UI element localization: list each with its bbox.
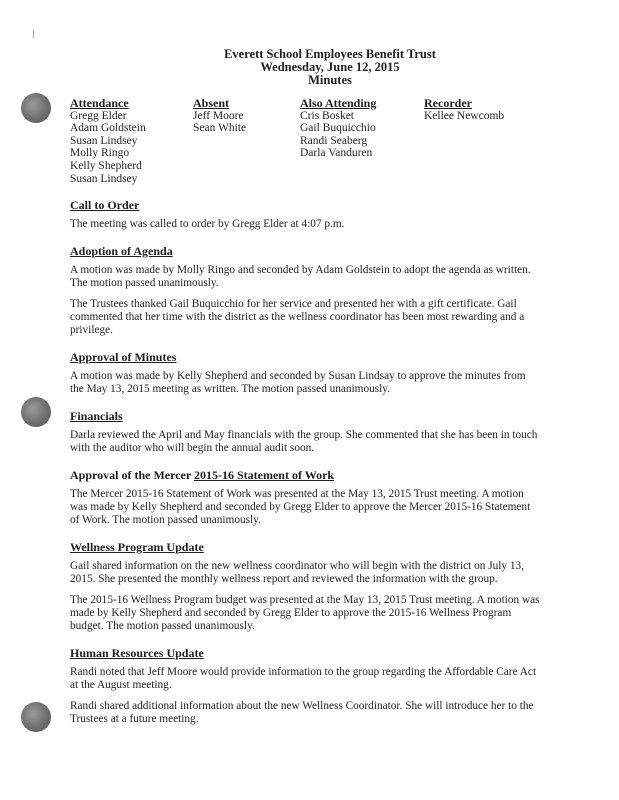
section-paragraph: Randi noted that Jeff Moore would provide information to the group regarding the Affordable Care Act at the August meeting. [70,666,537,691]
section-paragraph: The meeting was called to order by Gregg Elder at 4:07 p.m. [70,218,345,230]
absent-column [193,97,246,135]
section-paragraph: Randi shared additional information about the new Wellness Coordinator. She will introduce her to the Trustees at a future meeting. [70,700,534,725]
column-heading: Also Attending [300,96,377,110]
absent-name: Sean White [193,122,247,135]
hole-punch-3 [21,702,51,732]
org-title: Everett School Employees Benefit Trust [224,47,436,61]
guest-name: Cris Bosket [300,109,354,122]
section-heading-adoption-of-agenda: Adoption of Agenda [70,244,173,258]
minutes-body [70,198,540,734]
guest-name: Darla Vanduren [300,147,373,160]
section-heading-wellness-program: Wellness Program Update [70,540,204,554]
section-paragraph: The 2015-16 Wellness Program budget was presented at the May 13, 2015 Trust meeting. A motion was made by Kelly Shepherd and seconded by Gregg Elder to approve the 2015-16 Wellness Program budget. The motion passed unanimously. [70,594,540,632]
section-heading-mercer-statement [70,468,540,482]
section-paragraph: A motion was made by Kelly Shepherd and seconded by Susan Lindsay to approve the minutes from the May 13, 2015 meeting as written. The motion passed unanimously. [70,370,526,395]
section-paragraph: Gail shared information on the new wellness coordinator who will begin with the district on July 13, 2015. She presented the monthly wellness report and reviewed the information with the group. [70,560,524,585]
attendance-column [70,97,146,185]
guest-name: Gail Buquicchio [300,122,376,135]
section-heading-approval-of-minutes: Approval of Minutes [70,350,177,364]
section-heading-financials: Financials [70,409,123,423]
attendee-name: Kelly Shepherd [70,159,142,172]
column-heading: Attendance [70,96,129,110]
section-heading-call-to-order: Call to Order [70,198,140,212]
attendee-name: Gregg Elder [70,109,127,122]
attendee-name: Susan Lindsey [70,134,138,147]
hole-punch-2 [21,397,51,427]
meeting-date: Wednesday, June 12, 2015 [260,60,400,74]
heading-underlined: 2015-16 Statement of Work [193,468,335,482]
section-paragraph: Darla reviewed the April and May financials with the group. She commented that she has been in touch with the auditor who will begin the annual audit soon. [70,429,538,454]
attendee-name: Molly Ringo [70,147,130,160]
attendee-name: Susan Lindsey [70,172,138,185]
column-heading: Recorder [424,96,472,110]
recorder-name: Kellee Newcomb [424,109,505,122]
attendee-name: Adam Goldstein [70,122,146,135]
section-paragraph: The Trustees thanked Gail Buquicchio for her service and presented her with a gift certificate. Gail commented that her time with the district as the wellness coordinator has been most rewarding and a privilege. [70,298,525,336]
section-heading-human-resources: Human Resources Update [70,646,204,660]
doc-type: Minutes [308,73,352,87]
also-attending-column [300,97,376,160]
absent-name: Jeff Moore [193,109,244,122]
column-heading: Absent [193,96,230,110]
section-paragraph: The Mercer 2015-16 Statement of Work was presented at the May 13, 2015 Trust meeting. A motion was made by Kelly Shepherd and seconded by Gregg Elder to approve the Mercer 2015-16 Statement of Work. The motion passed unanimously. [70,488,531,526]
recorder-column [424,97,504,122]
section-paragraph: A motion was made by Molly Ringo and seconded by Adam Goldstein to adopt the agenda as written. The motion passed unanimously. [70,264,531,289]
heading-prefix: Approval of the Mercer [70,468,194,482]
hole-punch-1 [21,93,51,123]
red-margin-mark [33,30,34,38]
document-header [120,48,540,87]
guest-name: Randi Seaberg [300,134,368,147]
